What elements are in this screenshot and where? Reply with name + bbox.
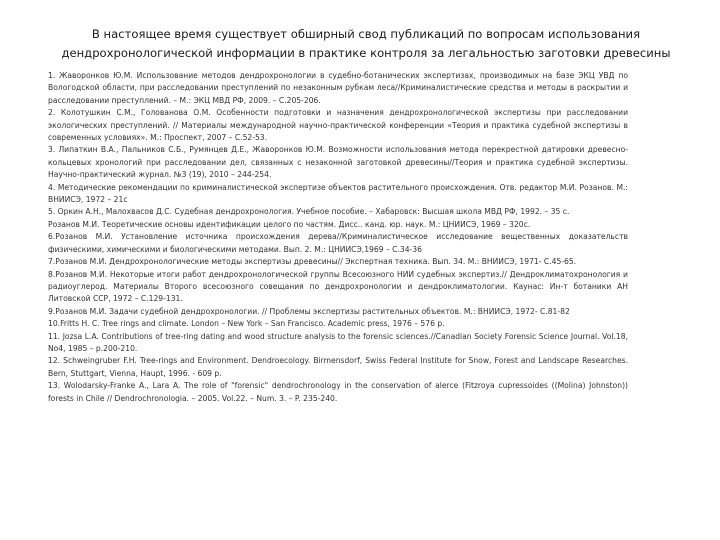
reference-item: 9.Розанов М.И. Задачи судебной дендрохронологии. // Проблемы экспертизы растительных объектов. М.: ВНИИСЭ, 1972- С.81-82 [48,306,570,316]
page-title [58,25,674,63]
reference-item: 4. Методические рекомендации по криминалистической экспертизе объектов растительного происхождения. Отв. редактор М.И. Розанов. М.: ВНИИСЭ, 1972 – 21с [48,182,628,205]
reference-item: 5. Оркин А.Н., Малохвасов Д.С. Судебная дендрохронология. Учебное пособие. – Хабаровск: Высшая школа МВД РФ, 1992. – 35 с. [48,207,570,217]
reference-item: 8.Розанов М.И. Некоторые итоги работ дендрохронологической группы Всесоюзного НИИ судебных экспертиз.// Дендроклиматохронология и радиоуглерод. Материалы Второго всесоюзного совещания по дендрохронологии и дендроклиматологии. Каунас: Ин-т ботаники АН Литовской ССР, 1972 – С.129-131. [48,269,628,304]
reference-list [48,70,628,405]
reference-item: 13. Wolodarsky-Franke A., Lara A. The role of "forensic" dendrochronology in the conservation of alerce (Fitzroya cupressoides ((Molina) Johnston)) forests in Chile // Dendrochronologia. – 2005. Vol.22. – Num. 3. – P. 235-240. [48,381,628,403]
reference-item: 1. Жаворонков Ю.М. Использование методов дендрохронологии в судебно-ботанических экспертизах, производимых на базе ЭКЦ УВД по Вологодской области, при расследовании преступлений по незаконным рубкам леса//Криминалистические средства и методы в раскрытии и расследовании преступлений. – М.: ЭКЦ МВД РФ, 2009. – С.205-206. [48,71,628,105]
reference-item: 2. Колотушкин С.М., Голованова О.М. Особенности подготовки и назначения дендрохронологической экспертизы при расследовании экологических преступлений. // Материалы международной научно-практической конференции «Теория и практика судебной экспертизы в современных условиях». М.: Проспект, 2007 – С.52-53. [48,108,628,143]
reference-item: 3. Липаткин В.А., Пальников С.Б., Румянцев Д.Е., Жаворонков Ю.М. Возможности использования метода перекрестной датировки древесно-кольцевых хронологий при расследовании дел, связанных с незаконной заготовкой древесины//Теория и практика судебной экспертизы. Научно-практический журнал. №3 (19), 2010 – 244-254. [48,145,628,180]
title-line-2: дендрохронологической информации в практике контроля за легальностью заготовки древесины [61,46,671,60]
reference-item: 10.Fritts H. C. Tree rings and climate. London – New York – San Francisco. Academic press, 1976 – 576 p. [48,319,445,329]
reference-item: 7.Розанов М.И. Дендрохронологические методы экспертизы древесины// Экспертная техника. Вып. 34. М.: ВНИИСЭ, 1971- С.45-65. [48,257,577,267]
reference-item: Розанов М.И. Теоретические основы идентификации целого по частям. Дисс.. канд. юр. наук. М.: ЦНИИСЭ, 1969 – 320с. [48,219,531,229]
reference-item: 11. Jozsa L.A. Contributions of tree-ring dating and wood structure analysis to the forensic sciences.//Canadian Society Forensic Science Journal. Vol.18, No4, 1985 – p.200-210. [48,331,628,353]
title-line-1: В настоящее время существует обширный свод публикаций по вопросам использования [91,27,641,41]
reference-item: 12. Schweingruber F.H. Tree-rings and Environment. Dendroecology. Birmensdorf, Swiss Federal Institute for Snow, Forest and Landscape Researches. Bern, Stuttgart, Vienna, Haupt, 1996. - 609 p. [48,356,628,378]
reference-item: 6.Розанов М.И. Установление источника происхождения дерева//Криминалистическое исследование вещественных доказательств физическими, химическими и биологическими методами. Вып. 2. М.: ЦНИИСЭ,1969 – С.34-36 [48,232,628,254]
